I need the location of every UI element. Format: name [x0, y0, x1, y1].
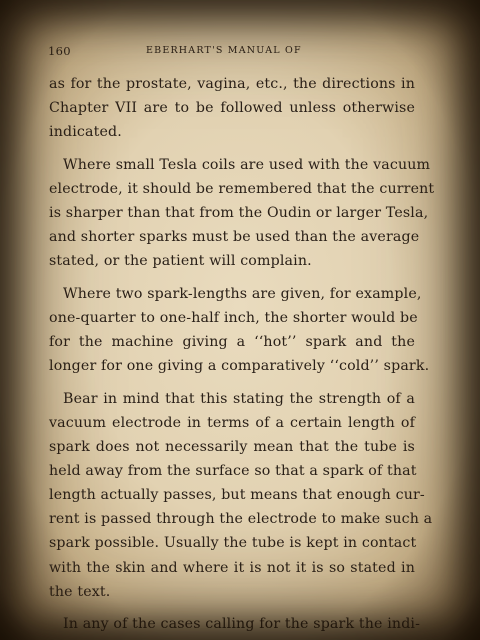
text-line: In any of the cases calling for the spark the indi-: [63, 616, 421, 633]
paragraph-2: [49, 153, 435, 273]
paragraph-1: [49, 72, 415, 144]
text-line: vacuum electrode in terms of a certain length of: [49, 415, 415, 431]
text-line: one-quarter to one-half inch, the shorter would be: [49, 310, 418, 327]
page-header: [48, 44, 450, 60]
paragraph-3: [49, 282, 430, 378]
text-line: indicated.: [49, 124, 122, 141]
text-line: Bear in mind that this stating the strength of a: [63, 390, 415, 407]
page-number: 160: [48, 44, 71, 58]
text-line: spark possible. Usually the tube is kept in contact: [49, 535, 417, 552]
text-line: and shorter sparks must be used than the average: [49, 229, 420, 246]
text-line: Chapter VII are to be followed unless otherwise: [49, 100, 415, 117]
body-text: [49, 72, 435, 640]
text-line: length actually passes, but means that enough cur-: [49, 487, 425, 504]
text-line: the text.: [49, 583, 111, 600]
text-line: for the machine giving a ‘‘hot’’ spark and the: [49, 334, 415, 351]
text-line: stated, or the patient will complain.: [49, 253, 312, 270]
paragraph-5: [49, 612, 421, 636]
text-line: held away from the surface so that a spark of that: [49, 463, 417, 480]
text-line: rent is passed through the electrode to make such a: [49, 511, 433, 528]
text-line: electrode, it should be remembered that the current: [49, 180, 435, 197]
text-line: as for the prostate, vagina, etc., the directions in: [49, 76, 415, 92]
text-line: is sharper than that from the Oudin or larger Tesla,: [49, 205, 429, 222]
paragraph-4: [49, 387, 433, 604]
text-line: spark does not necessarily mean that the tube is: [49, 439, 415, 456]
text-line: longer for one giving a comparatively ‘‘cold’’ spark.: [49, 358, 430, 375]
text-line: with the skin and where it is not it is so stated in: [49, 559, 415, 576]
text-line: Where two spark-lengths are given, for example,: [63, 285, 422, 302]
running-head: EBERHART'S MANUAL OF: [146, 45, 302, 56]
text-line: Where small Tesla coils are used with the vacuum: [63, 156, 431, 173]
